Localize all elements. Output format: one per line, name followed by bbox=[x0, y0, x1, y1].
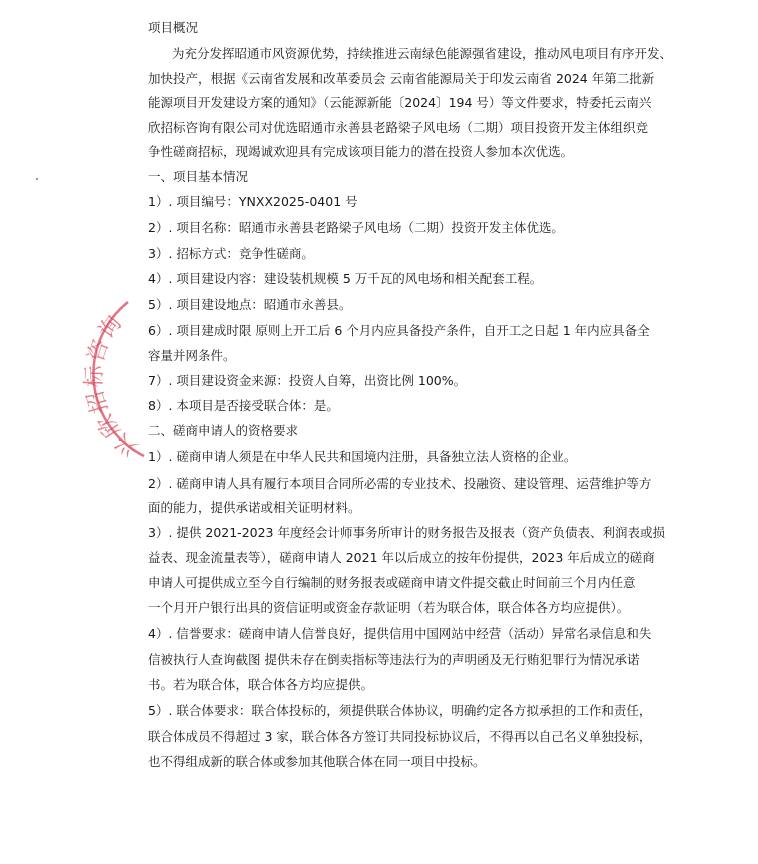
s2-item-2-cont: 面的能力，提供承诺或相关证明材料。 bbox=[148, 500, 361, 515]
s2-item-3-cont-2: 申请人可提供成立至今自行编制的财务报表或磋商申请文件提交截止时间前三个月内任意 bbox=[148, 575, 636, 590]
s1-item-6-cont: 容量并网条件。 bbox=[148, 348, 236, 363]
s1-item-6: 6）. 项目建成时限 原则上开工后 6 个月内应具备投产条件，自开工之日起 1 年内应具备全 bbox=[148, 323, 650, 338]
seal-text: 兴欣招标咨询 bbox=[81, 309, 144, 462]
s2-item-2: 2）. 磋商申请人具有履行本项目合同所必需的专业技术、投融资、建设管理、运营维护等方 bbox=[148, 476, 652, 491]
s2-item-5-cont-1: 联合体成员不得超过 3 家，联合体各方签订共同投标协议后，不得再以自己名义单独投标， bbox=[148, 729, 652, 744]
s1-item-3: 3）. 招标方式：竞争性磋商。 bbox=[148, 246, 314, 261]
s1-item-4: 4）. 项目建设内容：建设装机规模 5 万千瓦的风电场和相关配套工程。 bbox=[148, 271, 543, 286]
section-1-title: 一、项目基本情况 bbox=[148, 169, 249, 184]
s2-item-3: 3）. 提供 2021-2023 年度经会计师事务所审计的财务报告及报表（资产负债表、利润表或损 bbox=[148, 525, 665, 540]
scan-speck bbox=[36, 178, 38, 180]
s2-item-3-cont-1: 益表、现金流量表等），磋商申请人 2021 年以后成立的按年份提供，2023 年后成立的磋商 bbox=[148, 550, 655, 565]
s2-item-4-cont-2: 书。若为联合体，联合体各方均应提供。 bbox=[148, 677, 374, 692]
s1-item-5: 5）. 项目建设地点：昭通市永善县。 bbox=[148, 297, 352, 312]
s1-item-8: 8）. 本项目是否接受联合体：是。 bbox=[148, 398, 339, 413]
section-2-title: 二、磋商申请人的资格要求 bbox=[148, 423, 299, 438]
intro-line-3: 能源项目开发建设方案的通知》（云能源新能〔2024〕194 号）等文件要求，特委托云南兴 bbox=[148, 95, 652, 110]
s2-item-5: 5）. 联合体要求：联合体投标的，须提供联合体协议，明确约定各方拟承担的工作和责任， bbox=[148, 703, 652, 718]
company-seal-stamp bbox=[44, 296, 154, 466]
s2-item-4-cont-1: 信被执行人查询截图 提供未存在倒卖指标等违法行为的声明函及无行贿犯罪行为情况承诺 bbox=[148, 652, 640, 667]
intro-line-4: 欣招标咨询有限公司对优选昭通市永善县老路梁子风电场（二期）项目投资开发主体组织竞 bbox=[148, 120, 649, 135]
intro-line-1: 为充分发挥昭通市风资源优势，持续推进云南绿色能源强省建设，推动风电项目有序开发、 bbox=[172, 46, 673, 61]
s1-item-7: 7）. 项目建设资金来源：投资人自筹，出资比例 100%。 bbox=[148, 373, 467, 388]
s2-item-1: 1）. 磋商申请人须是在中华人民共和国境内注册，具备独立法人资格的企业。 bbox=[148, 449, 577, 464]
s2-item-3-cont-3: 一个月开户银行出具的资信证明或资金存款证明（若为联合体，联合体各方均应提供）。 bbox=[148, 600, 630, 615]
svg-text:兴欣招标咨询 bbox=[82, 310, 143, 462]
s1-item-2: 2）. 项目名称：昭通市永善县老路梁子风电场（二期）投资开发主体优选。 bbox=[148, 220, 564, 235]
s2-item-4: 4）. 信誉要求：磋商申请人信誉良好，提供信用中国网站中经营（活动）异常名录信息和失 bbox=[148, 626, 652, 641]
s2-item-5-cont-2: 也不得组成新的联合体或参加其他联合体在同一项目中投标。 bbox=[148, 754, 486, 769]
intro-line-2: 加快投产，根据《云南省发展和改革委员会 云南省能源局关于印发云南省 2024 年第二批新 bbox=[148, 71, 655, 86]
s1-item-1: 1）. 项目编号：YNXX2025-0401 号 bbox=[148, 194, 358, 209]
overview-heading: 项目概况 bbox=[148, 20, 199, 35]
intro-line-5: 争性磋商招标，现竭诚欢迎具有完成该项目能力的潜在投资人参加本次优选。 bbox=[148, 144, 574, 159]
